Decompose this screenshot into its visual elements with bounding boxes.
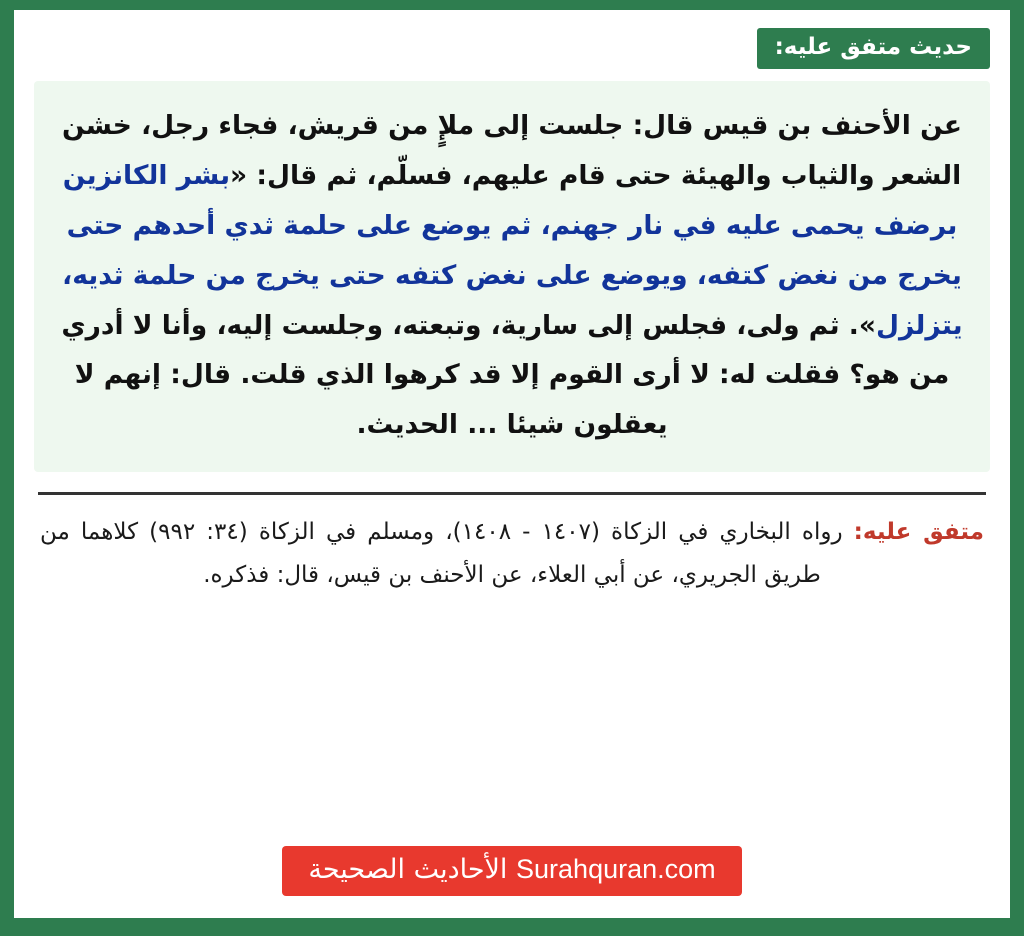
hadith-grade-badge: حديث متفق عليه:: [757, 28, 990, 69]
site-url: Surahquran.com: [516, 853, 716, 884]
hadith-quoted-speech: بشر الكانزين برضف يحمى عليه في نار جهنم، ثم يوضع على حلمة ثدي أحدهم حتى يخرج من نغض كتفه، ويوضع على نغض كتفه حتى يخرج من حلمة ثديه، يتزلزل: [62, 160, 963, 341]
hadith-text: [60, 101, 964, 450]
footer-row: [34, 846, 990, 918]
hadith-text-part1: عن الأحنف بن قيس قال: جلست إلى ملإٍ من قريش، فجاء رجل، خشن الشعر والثياب والهيئة حتى قام عليهم، فسلّم، ثم قال: «: [61, 110, 963, 192]
header-row: [34, 28, 990, 69]
page-content: [14, 10, 1010, 918]
hadith-box: [34, 81, 990, 472]
section-divider: [38, 492, 986, 495]
hadith-text-part2: ». ثم ولى، فجلس إلى سارية، وتبعته، وجلست إليه، وأنا لا أدري من هو؟ فقلت له: لا أرى القوم إلا قد كرهوا الذي قلت. قال: إنهم لا يعقلون شيئا ... الحديث.: [61, 309, 950, 441]
takhrij-text: رواه البخاري في الزكاة (١٤٠٧ - ١٤٠٨)، ومسلم في الزكاة (٣٤: ٩٩٢) كلاهما من طريق الجريري، عن أبي العلاء، عن الأحنف بن قيس، قال: فذكره.: [40, 518, 854, 588]
site-badge[interactable]: [282, 846, 741, 896]
site-tagline: الأحاديث الصحيحة: [308, 853, 517, 885]
takhrij-label: متفق عليه:: [853, 518, 985, 545]
takhrij-paragraph: [40, 511, 984, 596]
